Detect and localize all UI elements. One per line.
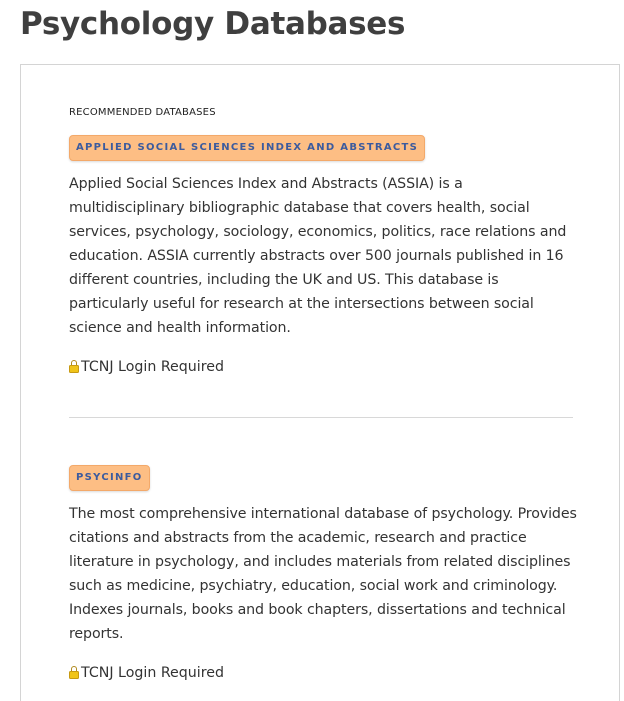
lock-icon xyxy=(69,360,79,373)
psycinfo-description: The most comprehensive international database of psychology. Provides citations and abstracts from the academic, research and practice literature in psychology, and includes materials from related disciplines such as medicine, psychiatry, education, social work and criminology. Indexes journals, books and book chapters, dissertations and technical reports. xyxy=(69,506,577,642)
psycinfo-login-note xyxy=(69,663,579,683)
databases-panel xyxy=(20,64,620,701)
assia-login-note xyxy=(69,357,579,377)
psycinfo-login-text: TCNJ Login Required xyxy=(81,665,224,681)
psycinfo-database-link[interactable]: PSYCINFO xyxy=(69,465,150,491)
page-title: Psychology Databases xyxy=(20,6,406,42)
assia-login-text: TCNJ Login Required xyxy=(81,359,224,375)
assia-description: Applied Social Sciences Index and Abstracts (ASSIA) is a multidisciplinary bibliographic database that covers health, social services, psychology, sociology, economics, politics, race relations and education. ASSIA currently abstracts over 500 journals published in 16 different countries, including the UK and US. This database is particularly useful for research at the intersections between social science and health information. xyxy=(69,176,567,336)
assia-database-link[interactable]: APPLIED SOCIAL SCIENCES INDEX AND ABSTRACTS xyxy=(69,135,425,161)
database-entry-assia xyxy=(69,135,579,377)
divider xyxy=(69,417,573,418)
lock-icon xyxy=(69,666,79,679)
section-heading: RECOMMENDED DATABASES xyxy=(69,107,216,118)
database-entry-psycinfo xyxy=(69,465,579,683)
